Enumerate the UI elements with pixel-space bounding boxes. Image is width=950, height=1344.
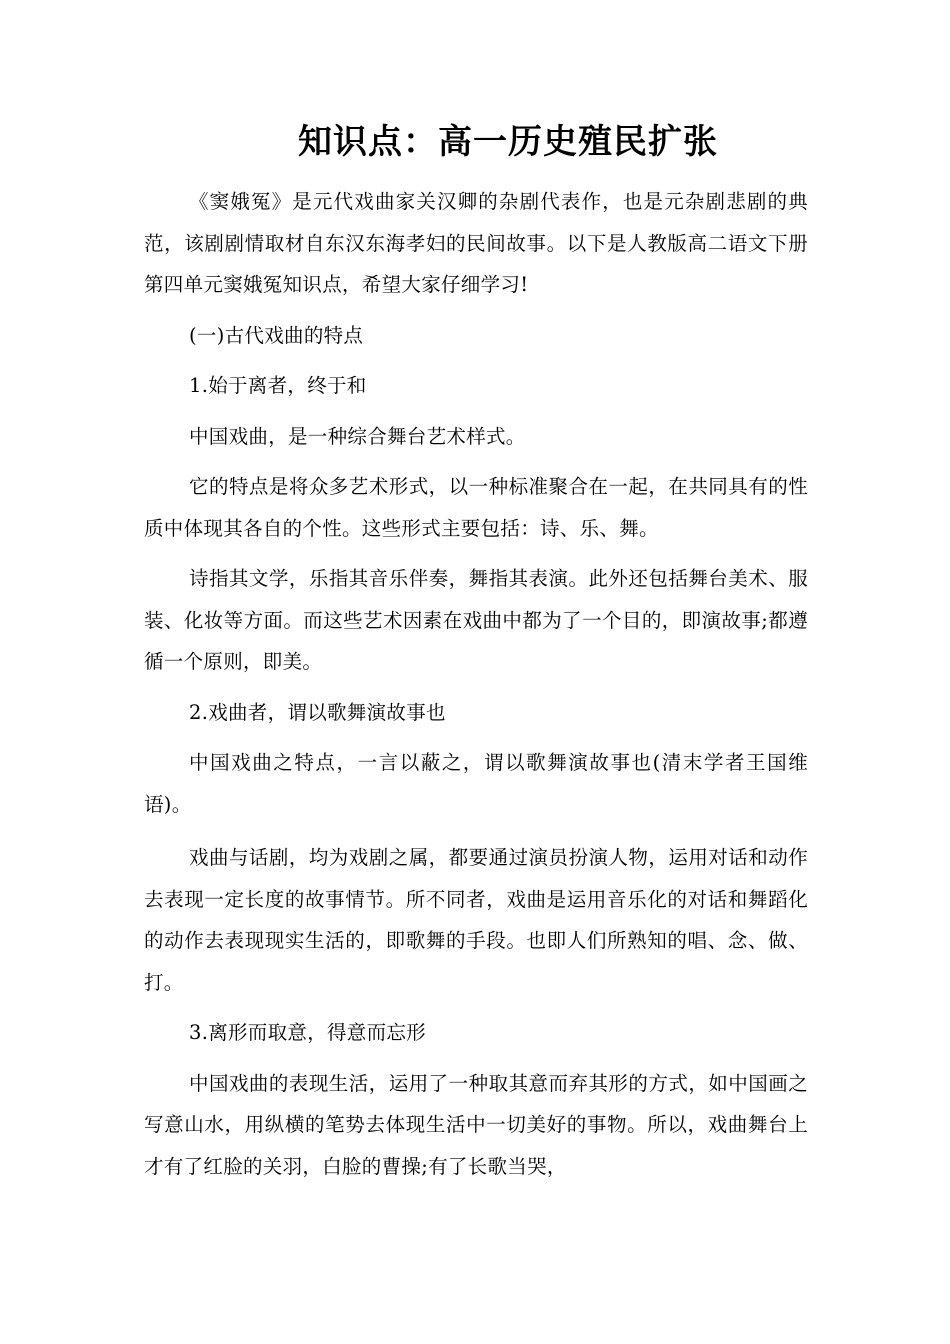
paragraph: 诗指其文学，乐指其音乐伴奏，舞指其表演。此外还包括舞台美术、服装、化妆等方面。而这些艺术因素在戏曲中都为了一个目的，即演故事;都遵循一个原则，即美。 xyxy=(144,567,808,673)
paragraph: 中国戏曲之特点，一言以蔽之，谓以歌舞演故事也(清末学者王国维语)。 xyxy=(144,751,808,816)
subheading-2: 2.戏曲者，谓以歌舞演故事也 xyxy=(189,700,446,724)
paragraph: 中国戏曲，是一种综合舞台艺术样式。 xyxy=(189,424,526,448)
paragraph: 中国戏曲的表现生活，运用了一种取其意而弃其形的方式，如中国画之写意山水，用纵横的笔势去体现生活中一切美好的事物。所以，戏曲舞台上才有了红脸的关羽，白脸的曹操;有了长歌当哭， xyxy=(144,1071,808,1178)
paragraph: 戏曲与话剧，均为戏剧之属，都要通过演员扮演人物，运用对话和动作去表现一定长度的故事情节。所不同者，戏曲是运用音乐化的对话和舞蹈化的动作去表现现实生活的，即歌舞的手段。也即人们所熟知的唱、念、做、打。 xyxy=(144,846,808,994)
subheading-1: 1.始于离者，终于和 xyxy=(189,374,367,397)
document-body xyxy=(144,181,808,1196)
intro-paragraph: 《窦娥冤》是元代戏曲家关汉卿的杂剧代表作，也是元杂剧悲剧的典范，该剧剧情取材自东汉东海孝妇的民间故事。以下是人教版高二语文下册第四单元窦娥冤知识点，希望大家仔细学习! xyxy=(144,190,808,296)
paragraph: 它的特点是将众多艺术形式，以一种标准聚合在一起，在共同具有的性质中体现其各自的个性。这些形式主要包括：诗、乐、舞。 xyxy=(144,475,808,540)
subheading-3: 3.离形而取意，得意而忘形 xyxy=(189,1021,427,1044)
document-title: 知识点：高一历史殖民扩张 xyxy=(298,122,718,162)
section-heading: (一)古代戏曲的特点 xyxy=(189,323,364,347)
